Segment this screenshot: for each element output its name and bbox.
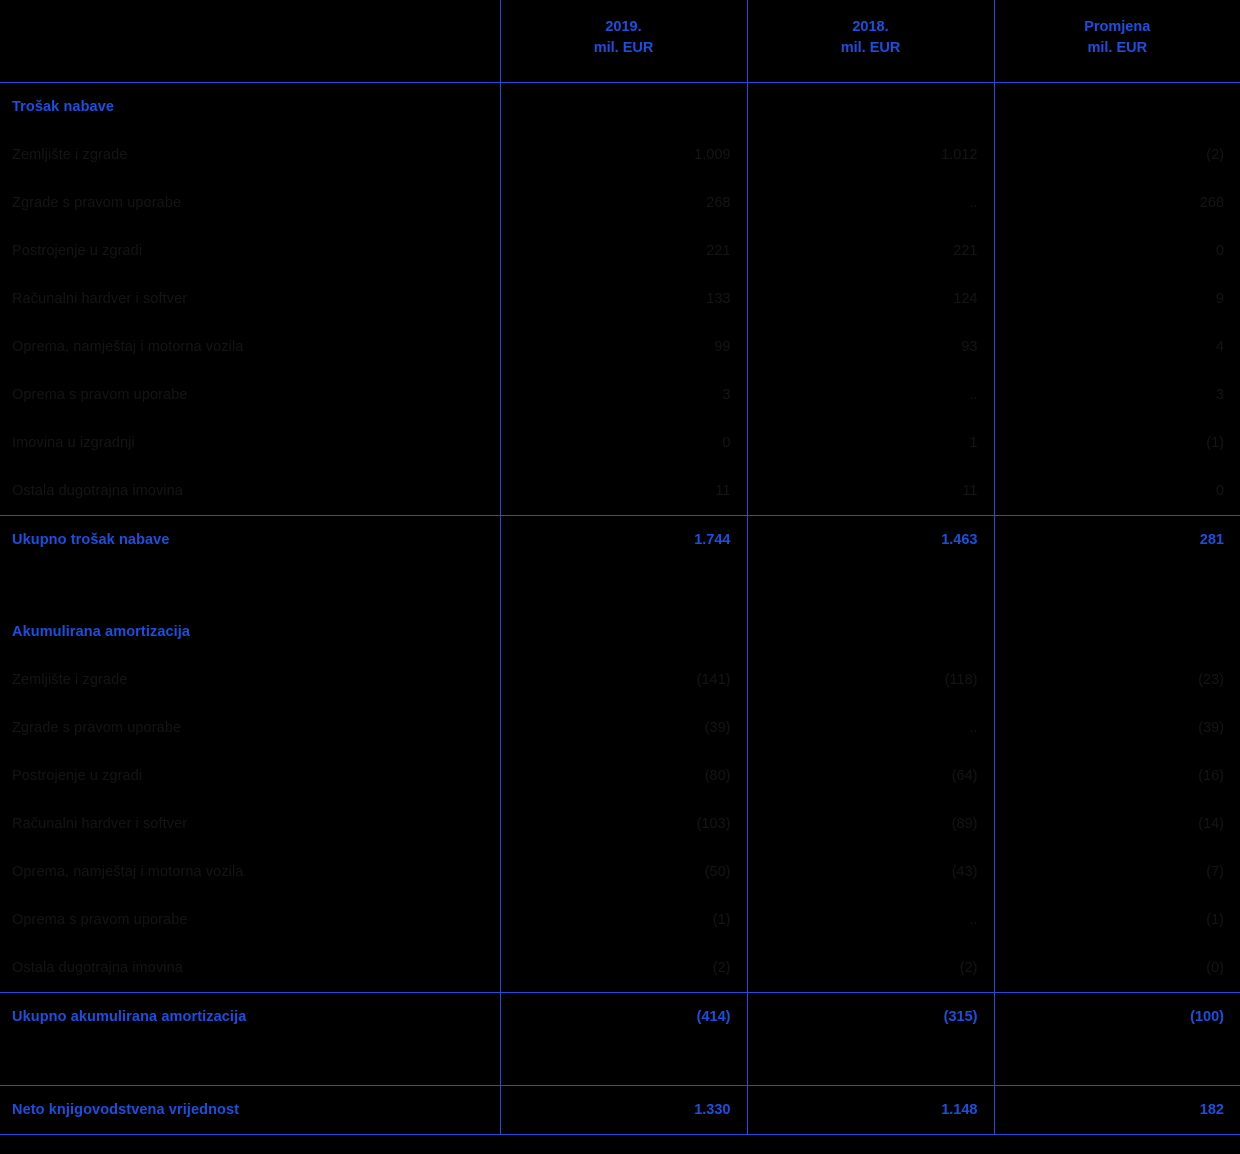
row-value-2019: (39) <box>500 704 747 752</box>
row-value-2019: (103) <box>500 800 747 848</box>
header-col-change-line1: Promjena <box>1084 18 1151 35</box>
row-value-change: (1) <box>994 896 1240 944</box>
table-row <box>0 131 1240 179</box>
bottom-rule-c2 <box>747 1135 994 1136</box>
section-heading-cost: Trošak nabave <box>12 99 115 115</box>
total-label: Ukupno trošak nabave <box>0 516 500 565</box>
row-value-2018: .. <box>747 704 994 752</box>
table-row <box>0 896 1240 944</box>
row-label: Zgrade s pravom uporabe <box>12 720 182 736</box>
row-value-2018: (89) <box>747 800 994 848</box>
header-col-change <box>994 0 1240 83</box>
section-gap <box>0 564 1240 608</box>
row-value-2018: .. <box>747 179 994 227</box>
section-heading-spacer-3 <box>994 608 1240 656</box>
section-gap-label <box>0 1041 500 1086</box>
row-value-2019: 133 <box>500 275 747 323</box>
row-value-change: (23) <box>994 656 1240 704</box>
net-value-change: 182 <box>994 1086 1240 1135</box>
row-value-2018: (43) <box>747 848 994 896</box>
section-gap-label <box>0 564 500 608</box>
row-value-2018: (2) <box>747 944 994 993</box>
row-label: Imovina u izgradnji <box>12 435 135 451</box>
section-heading-spacer-2 <box>747 608 994 656</box>
row-value-2018: (118) <box>747 656 994 704</box>
net-value-2019: 1.330 <box>500 1086 747 1135</box>
total-value-2018: (315) <box>747 993 994 1042</box>
row-value-2019: 1.009 <box>500 131 747 179</box>
bottom-rule-label <box>0 1135 500 1136</box>
table-row <box>0 179 1240 227</box>
section-gap-c2 <box>747 564 994 608</box>
row-label: Zgrade s pravom uporabe <box>12 195 182 211</box>
row-value-change: 0 <box>994 467 1240 516</box>
row-label: Računalni hardver i softver <box>12 291 188 307</box>
total-value-2019: (414) <box>500 993 747 1042</box>
row-value-2018: 93 <box>747 323 994 371</box>
row-label: Postrojenje u zgradi <box>12 243 143 259</box>
section-gap-c1 <box>500 564 747 608</box>
section-gap-c1 <box>500 1041 747 1086</box>
table-row <box>0 467 1240 516</box>
total-value-2018: 1.463 <box>747 516 994 565</box>
row-value-2018: .. <box>747 371 994 419</box>
section-gap <box>0 1041 1240 1086</box>
row-label: Zemljište i zgrade <box>12 147 128 163</box>
table-row <box>0 371 1240 419</box>
row-value-change: (39) <box>994 704 1240 752</box>
section-gap-c2 <box>747 1041 994 1086</box>
table-row <box>0 275 1240 323</box>
table-row <box>0 752 1240 800</box>
row-value-2019: (50) <box>500 848 747 896</box>
row-value-2019: (80) <box>500 752 747 800</box>
section-heading-row <box>0 83 1240 132</box>
table-row <box>0 704 1240 752</box>
row-value-2019: 221 <box>500 227 747 275</box>
row-value-change: 4 <box>994 323 1240 371</box>
table-row <box>0 227 1240 275</box>
row-value-change: (1) <box>994 419 1240 467</box>
row-value-2019: (2) <box>500 944 747 993</box>
row-value-change: 9 <box>994 275 1240 323</box>
section-gap-c3 <box>994 1041 1240 1086</box>
header-col-2018-line1: 2018. <box>852 18 889 35</box>
header-col-2018 <box>747 0 994 83</box>
section-gap-c3 <box>994 564 1240 608</box>
row-label: Oprema, namještaj i motorna vozila <box>12 864 244 880</box>
bottom-rule-c3 <box>994 1135 1240 1136</box>
table-bottom-rule <box>0 1135 1240 1136</box>
header-col-2018-line2: mil. EUR <box>840 40 901 56</box>
row-value-change: (0) <box>994 944 1240 993</box>
net-book-value-row <box>0 1086 1240 1135</box>
row-value-2019: 0 <box>500 419 747 467</box>
row-value-change: (16) <box>994 752 1240 800</box>
row-value-2019: 268 <box>500 179 747 227</box>
row-label: Zemljište i zgrade <box>12 672 128 688</box>
row-label: Ostala dugotrajna imovina <box>12 960 183 976</box>
row-label: Oprema s pravom uporabe <box>12 387 188 403</box>
row-value-2018: 124 <box>747 275 994 323</box>
table-row <box>0 323 1240 371</box>
total-label: Ukupno akumulirana amortizacija <box>0 993 500 1042</box>
section-heading-spacer-2 <box>747 83 994 132</box>
total-row-depreciation <box>0 993 1240 1042</box>
row-value-change: (7) <box>994 848 1240 896</box>
row-value-change: 0 <box>994 227 1240 275</box>
table-row <box>0 419 1240 467</box>
row-label: Oprema s pravom uporabe <box>12 912 188 928</box>
table-row <box>0 944 1240 993</box>
row-value-change: 3 <box>994 371 1240 419</box>
total-value-change: (100) <box>994 993 1240 1042</box>
row-value-2018: 11 <box>747 467 994 516</box>
row-value-change: (2) <box>994 131 1240 179</box>
section-heading-spacer-1 <box>500 83 747 132</box>
row-value-2019: 3 <box>500 371 747 419</box>
header-col-2019-line1: 2019. <box>605 18 642 35</box>
total-value-2019: 1.744 <box>500 516 747 565</box>
row-label: Ostala dugotrajna imovina <box>12 483 183 499</box>
net-value-2018: 1.148 <box>747 1086 994 1135</box>
row-value-change: (14) <box>994 800 1240 848</box>
row-value-2019: (1) <box>500 896 747 944</box>
table-row <box>0 800 1240 848</box>
section-heading-spacer-3 <box>994 83 1240 132</box>
header-col-2019 <box>500 0 747 83</box>
row-value-2018: 221 <box>747 227 994 275</box>
section-heading-depreciation: Akumulirana amortizacija <box>12 624 191 640</box>
row-value-2018: (64) <box>747 752 994 800</box>
row-value-change: 268 <box>994 179 1240 227</box>
row-value-2019: 99 <box>500 323 747 371</box>
table-header-row <box>0 0 1240 83</box>
header-blank <box>0 0 500 83</box>
row-value-2018: 1.012 <box>747 131 994 179</box>
total-value-change: 281 <box>994 516 1240 565</box>
bottom-rule-c1 <box>500 1135 747 1136</box>
header-col-change-line2: mil. EUR <box>1087 40 1148 56</box>
table-row <box>0 848 1240 896</box>
net-label: Neto knjigovodstvena vrijednost <box>0 1086 500 1135</box>
row-value-2018: .. <box>747 896 994 944</box>
total-row-cost <box>0 516 1240 565</box>
row-value-2018: 1 <box>747 419 994 467</box>
section-heading-spacer-1 <box>500 608 747 656</box>
row-label: Računalni hardver i softver <box>12 816 188 832</box>
header-col-2019-line2: mil. EUR <box>593 40 654 56</box>
row-value-2019: 11 <box>500 467 747 516</box>
table-row <box>0 656 1240 704</box>
section-heading-row <box>0 608 1240 656</box>
row-label: Postrojenje u zgradi <box>12 768 143 784</box>
row-label: Oprema, namještaj i motorna vozila <box>12 339 244 355</box>
row-value-2019: (141) <box>500 656 747 704</box>
